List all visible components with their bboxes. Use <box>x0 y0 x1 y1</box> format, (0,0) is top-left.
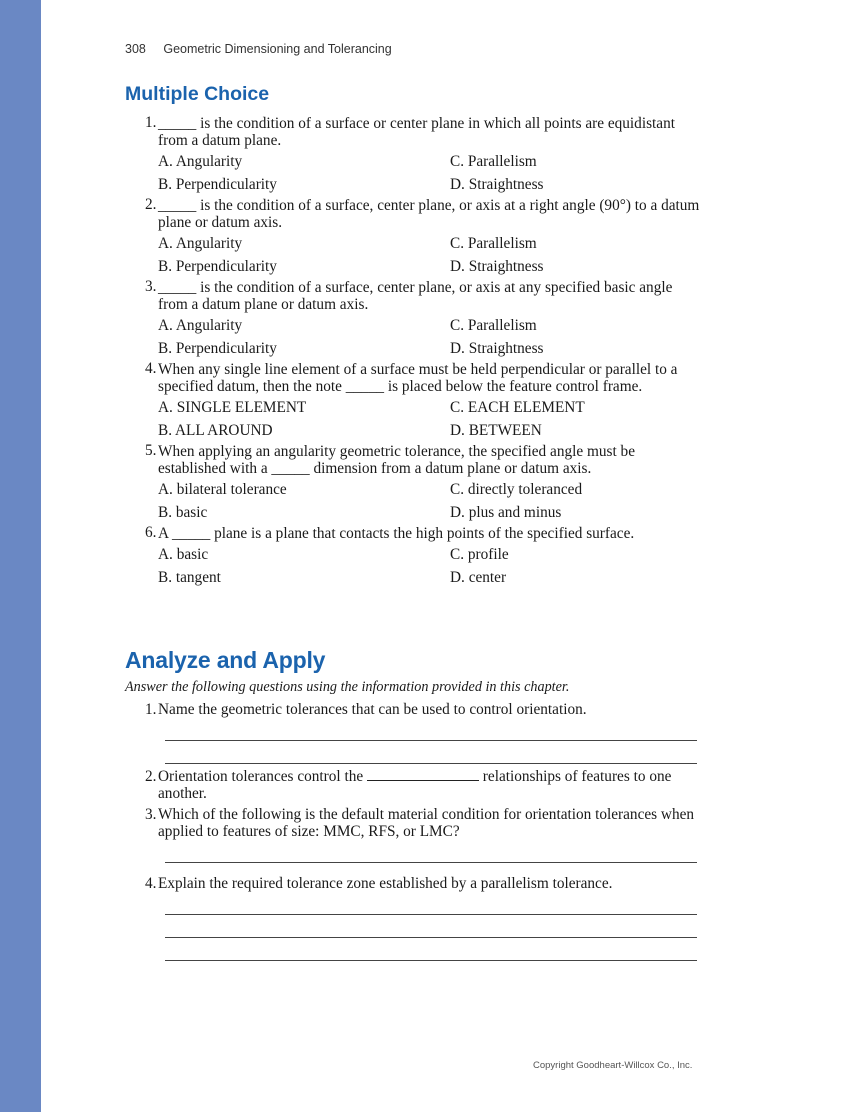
answer-line[interactable] <box>165 840 697 863</box>
option-b[interactable]: B. Perpendicularity <box>158 257 277 275</box>
option-b[interactable]: B. basic <box>158 503 208 521</box>
analyze-apply-list <box>125 701 705 961</box>
question-stem: When applying an angularity geometric tolerance, the specified angle must be established with a _____ dimension from a datum plane or datum axis. <box>158 443 635 477</box>
option-c[interactable]: C. Parallelism <box>450 153 537 170</box>
question-number: 3. <box>145 806 157 823</box>
aa-question <box>125 768 705 802</box>
answer-line[interactable] <box>165 741 697 764</box>
question-number: 4. <box>145 360 157 377</box>
copyright-notice: Copyright Goodheart-Willcox Co., Inc. <box>533 1060 693 1071</box>
option-b[interactable]: B. ALL AROUND <box>158 421 273 439</box>
question-number: 1. <box>145 114 157 131</box>
question-number: 1. <box>145 701 157 718</box>
aa-question <box>125 806 705 840</box>
question-number: 2. <box>145 768 157 785</box>
answer-line[interactable] <box>165 718 697 741</box>
option-b[interactable]: B. Perpendicularity <box>158 175 277 193</box>
option-a[interactable]: A. Angularity <box>158 153 243 170</box>
multiple-choice-list <box>125 114 705 589</box>
question-number: 3. <box>145 278 157 295</box>
option-b[interactable]: B. Perpendicularity <box>158 339 277 357</box>
question-stem: When any single line element of a surface must be held perpendicular or parallel to a specified datum, then the note _____ is placed below the feature control frame. <box>158 361 678 395</box>
mc-question <box>125 360 705 442</box>
option-b[interactable]: B. tangent <box>158 568 221 586</box>
aa-question <box>125 701 705 718</box>
option-d[interactable]: D. BETWEEN <box>450 421 542 439</box>
analyze-apply-heading: Analyze and Apply <box>125 647 326 673</box>
option-c[interactable]: C. directly toleranced <box>450 481 583 498</box>
option-a[interactable]: A. SINGLE ELEMENT <box>158 399 307 416</box>
mc-question <box>125 442 705 524</box>
answer-line[interactable] <box>165 915 697 938</box>
option-d[interactable]: D. Straightness <box>450 175 544 193</box>
fill-in-blank[interactable] <box>367 780 479 781</box>
option-a[interactable]: A. basic <box>158 546 209 563</box>
question-text-after: relationships of features to one another. <box>158 768 672 802</box>
question-number: 6. <box>145 524 157 541</box>
mc-question <box>125 278 705 360</box>
running-title: Geometric Dimensioning and Tolerancing <box>163 42 392 56</box>
question-text: Name the geometric tolerances that can be used to control orientation. <box>158 701 587 718</box>
option-c[interactable]: C. Parallelism <box>450 317 537 334</box>
page-number: 308 <box>125 42 146 56</box>
multiple-choice-heading: Multiple Choice <box>125 83 270 105</box>
mc-question <box>125 114 705 196</box>
question-number: 2. <box>145 196 157 213</box>
option-c[interactable]: C. Parallelism <box>450 235 537 252</box>
option-d[interactable]: D. Straightness <box>450 339 544 357</box>
option-a[interactable]: A. Angularity <box>158 235 243 252</box>
answer-line[interactable] <box>165 892 697 915</box>
question-stem: _____ is the condition of a surface, center plane, or axis at any specified basic angle from a datum plane or datum axis. <box>158 279 673 313</box>
option-d[interactable]: D. Straightness <box>450 257 544 275</box>
question-stem: _____ is the condition of a surface or center plane in which all points are equidistant from a datum plane. <box>158 115 675 149</box>
question-text-before: Orientation tolerances control the <box>158 768 367 785</box>
question-number: 4. <box>145 875 157 892</box>
option-c[interactable]: C. EACH ELEMENT <box>450 399 585 416</box>
option-d[interactable]: D. plus and minus <box>450 503 562 521</box>
side-color-bar <box>0 0 41 1112</box>
mc-question <box>125 196 705 278</box>
option-d[interactable]: D. center <box>450 568 507 586</box>
running-head <box>125 42 392 56</box>
aa-question <box>125 875 705 892</box>
question-stem: _____ is the condition of a surface, center plane, or axis at a right angle (90°) to a datum plane or datum axis. <box>158 197 700 231</box>
mc-question <box>125 524 705 589</box>
question-number: 5. <box>145 442 157 459</box>
answer-line[interactable] <box>165 938 697 961</box>
option-c[interactable]: C. profile <box>450 546 509 563</box>
instructions: Answer the following questions using the information provided in this chapter. <box>125 679 570 695</box>
question-text: Which of the following is the default material condition for orientation tolerances when applied to features of size: MMC, RFS, or LMC? <box>158 806 695 840</box>
question-text: Explain the required tolerance zone established by a parallelism tolerance. <box>158 875 613 892</box>
option-a[interactable]: A. bilateral tolerance <box>158 481 287 498</box>
option-a[interactable]: A. Angularity <box>158 317 243 334</box>
question-stem: A _____ plane is a plane that contacts the high points of the specified surface. <box>158 525 635 542</box>
